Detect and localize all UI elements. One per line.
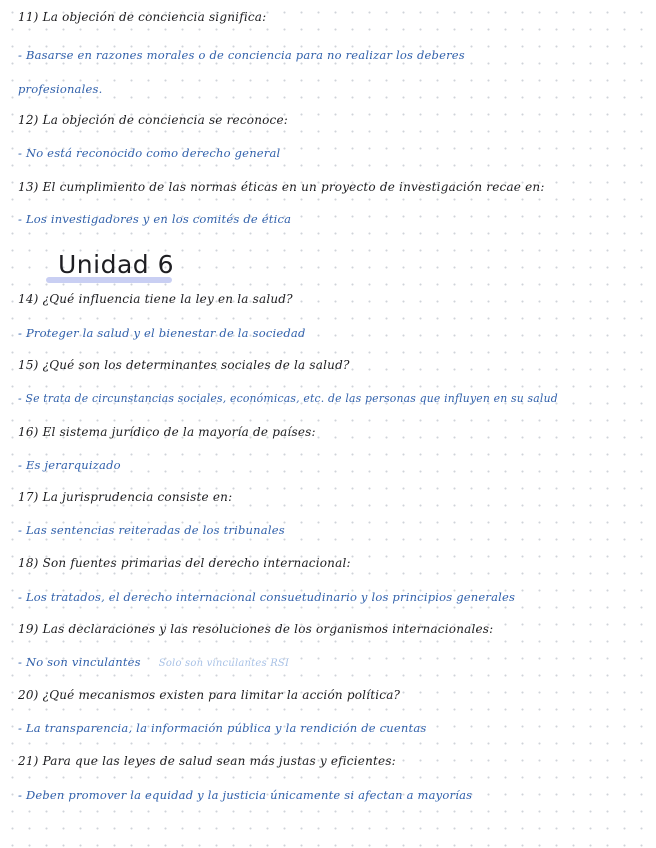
question-21: 21) Para que las leyes de salud sean más justas y eficientes: (18, 754, 396, 768)
question-20: 20) ¿Qué mecanismos existen para limitar la acción política? (18, 688, 401, 702)
answer-18: - Los tratados, el derecho internacional consuetudinario y los principios generales (18, 590, 516, 604)
question-16: 16) El sistema jurídico de la mayoría de países: (18, 425, 316, 439)
answer-11-line-1: - Basarse en razones morales o de conciencia para no realizar los deberes (18, 48, 465, 62)
answer-19 (18, 655, 289, 669)
question-14: 14) ¿Qué influencia tiene la ley en la salud? (18, 292, 293, 306)
question-17: 17) La jurisprudencia consiste en: (18, 490, 233, 504)
answer-16: - Es jerarquizado (18, 458, 121, 472)
question-18: 18) Son fuentes primarias del derecho internacional: (18, 556, 351, 570)
answer-17: - Las sentencias reiteradas de los tribunales (18, 523, 285, 537)
question-11: 11) La objeción de conciencia significa: (18, 10, 267, 24)
answer-19-text: - No son vinculantes (18, 655, 141, 669)
question-13: 13) El cumplimiento de las normas éticas en un proyecto de investigación recae en: (18, 180, 545, 194)
unit-heading: Unidad 6 (58, 250, 174, 279)
answer-13: - Los investigadores y en los comités de ética (18, 212, 292, 226)
question-12: 12) La objeción de conciencia se reconoce: (18, 113, 289, 127)
question-19: 19) Las declaraciones y las resoluciones de los organismos internacionales: (18, 622, 494, 636)
answer-19-faint-note: Solo son vinculantes RSI (158, 658, 290, 669)
answer-21: - Deben promover la equidad y la justicia únicamente si afectan a mayorías (18, 788, 473, 802)
answer-11-line-2: profesionales. (18, 82, 103, 96)
answer-20: - La transparencia, la información pública y la rendición de cuentas (18, 721, 427, 735)
answer-15: - Se trata de circunstancias sociales, económicas, etc. de las personas que influyen en su salud (18, 392, 558, 405)
answer-14: - Proteger la salud y el bienestar de la sociedad (18, 326, 306, 340)
answer-12: - No está reconocido como derecho general (18, 146, 281, 160)
question-15: 15) ¿Qué son los determinantes sociales de la salud? (18, 358, 350, 372)
